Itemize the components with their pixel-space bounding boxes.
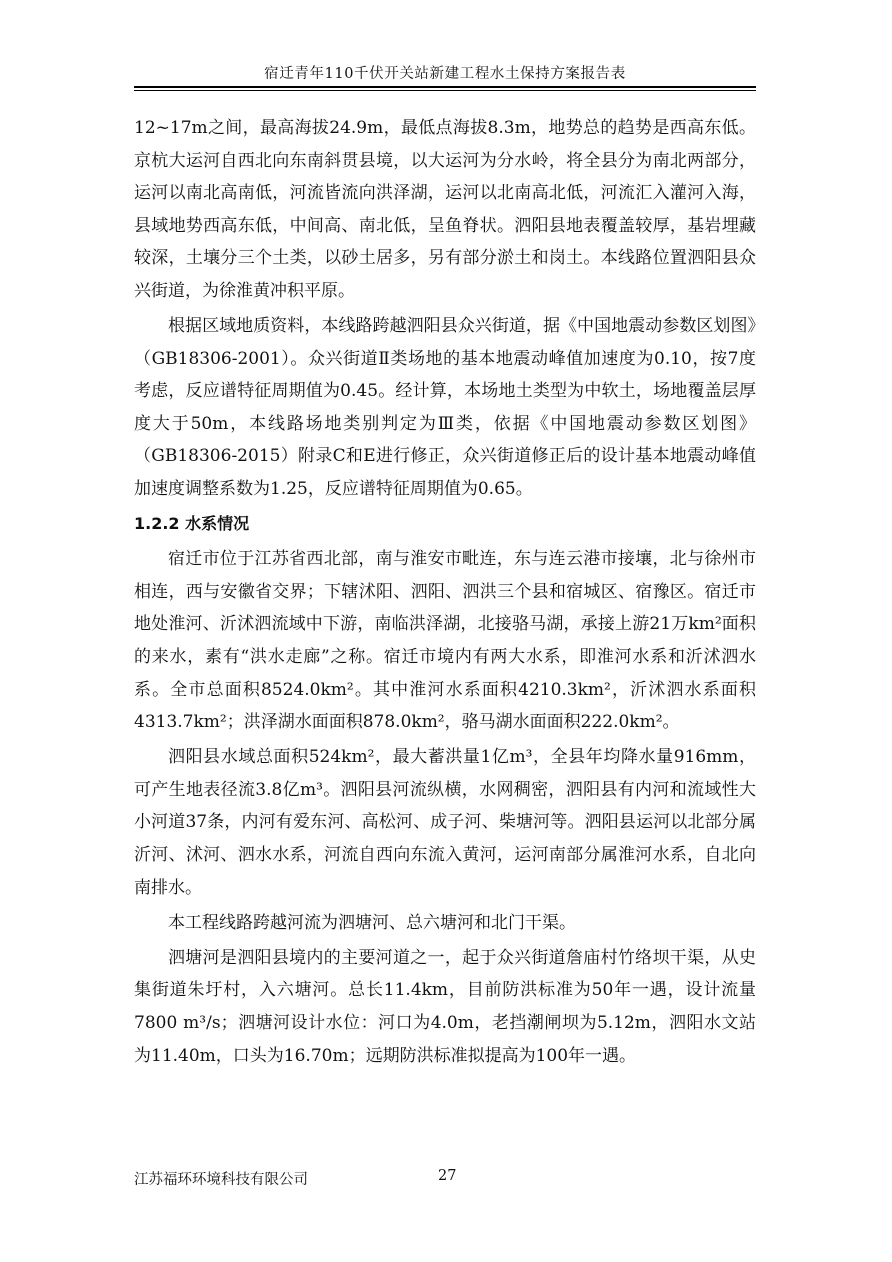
- paragraph: 本工程线路跨越河流为泗塘河、总六塘河和北门干渠。: [168, 912, 576, 933]
- page-header: 宿迁青年110千伏开关站新建工程水土保持方案报告表: [264, 66, 626, 82]
- paragraph: 宿迁市位于江苏省西北部，南与淮安市毗连，东与连云港市接壤，北与徐州市相连，西与安徽省交界；下辖沭阳、泗阳、泗洪三个县和宿城区、宿豫区。宿迁市地处淮河、沂沭泗流域中下游，南临洪泽湖，北接骆马湖，承接上游21万km²面积的来水，素有“洪水走廊”之称。宿迁市境内有两大水系，即淮河水系和沂沭泗水系。全市总面积8524.0km²。其中淮河水系面积4210.3km²，沂沭泗水系面积4313.7km²；洪泽湖水面面积878.0km²，骆马湖水面面积222.0km²。: [134, 549, 756, 733]
- header-rule-thick: [134, 86, 756, 88]
- paragraph: 泗塘河是泗阳县境内的主要河道之一，起于众兴街道詹庙村竹络坝干渠，从史集街道朱圩村，入六塘河。总长11.4km，目前防洪标准为50年一遇，设计流量7800 m³/s；泗塘河设计水位：河口为4.0m，老挡潮闸坝为5.12m，泗阳水文站为11.40m，口头为16.70m；远期防洪标准拟提高为100年一遇。: [134, 947, 756, 1066]
- page-number: 27: [438, 1168, 457, 1184]
- paragraph: 泗阳县水域总面积524km²，最大蓄洪量1亿m³，全县年均降水量916mm，可产生地表径流3.8亿m³。泗阳县河流纵横，水网稠密，泗阳县有内河和流域性大小河道37条，内河有爱东河、高松河、成子河、柴塘河等。泗阳县运河以北部分属沂河、沭河、泗水水系，河流自西向东流入黄河，运河南部分属淮河水系，自北向南排水。: [134, 747, 756, 898]
- paragraph: 根据区域地质资料，本线路跨越泗阳县众兴街道，据《中国地震动参数区划图》（GB18306-2001）。众兴街道Ⅱ类场地的基本地震动峰值加速度为0.10，按7度考虑，反应谱特征周期值为0.45。经计算，本场地土类型为中软土，场地覆盖层厚度大于50m，本线路场地类别判定为Ⅲ类，依据《中国地震动参数区划图》（GB18306-2015）附录C和E进行修正，众兴街道修正后的设计基本地震动峰值加速度调整系数为1.25，反应谱特征周期值为0.65。: [134, 316, 756, 500]
- footer-company: 江苏福环环境科技有限公司: [134, 1172, 308, 1188]
- header-rule-thin: [134, 90, 756, 91]
- paragraph: 12~17m之间，最高海拔24.9m，最低点海拔8.3m，地势总的趋势是西高东低。京杭大运河自西北向东南斜贯县境，以大运河为分水岭，将全县分为南北两部分，运河以南北高南低，河流皆流向洪泽湖，运河以北南高北低，河流汇入灌河入海，县域地势西高东低，中间高、南北低，呈鱼脊状。泗阳县地表覆盖较厚，基岩埋藏较深，土壤分三个土类，以砂土居多，另有部分淤土和岗土。本线路位置泗阳县众兴街道，为徐淮黄冲积平原。: [134, 118, 756, 301]
- body-text: [134, 112, 756, 1075]
- section-heading: 1.2.2 水系情况: [134, 514, 250, 534]
